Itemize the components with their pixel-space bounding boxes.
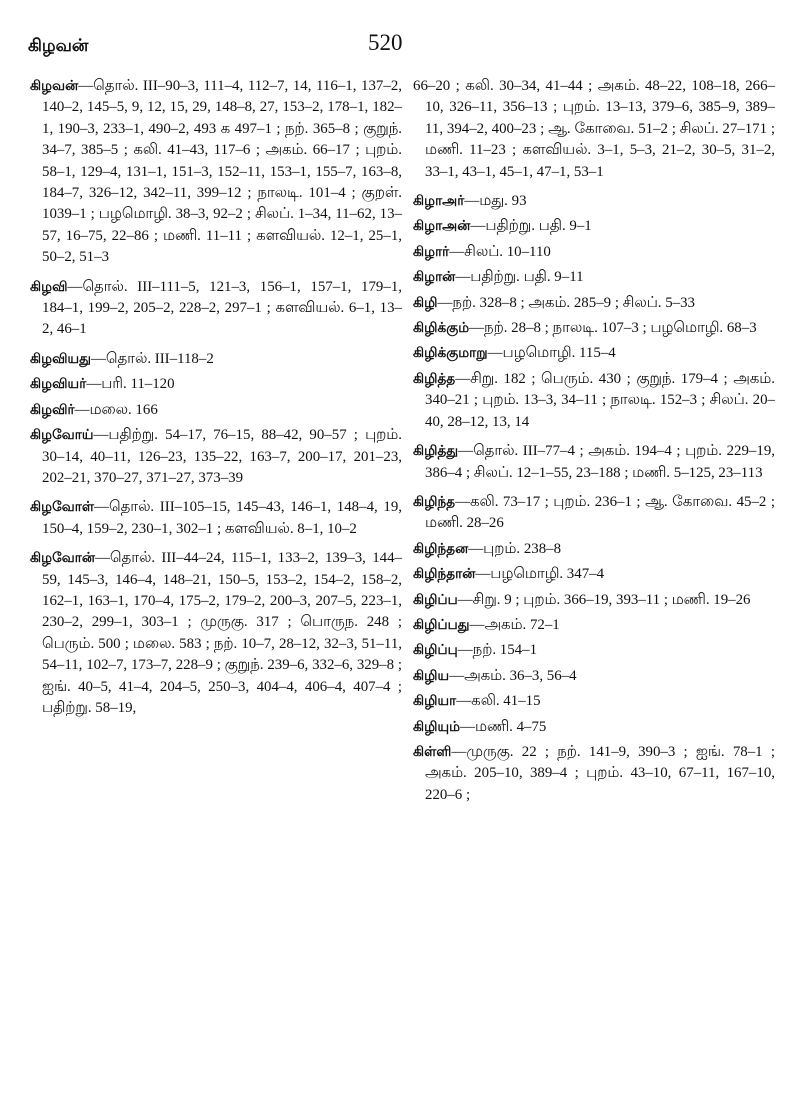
entry-headword: கிழவியர்	[30, 376, 87, 393]
index-entry	[413, 318, 775, 339]
entry-headword: கிழிய	[413, 667, 450, 684]
entry-references: —பதிற்று. பதி. 9–11	[455, 269, 584, 286]
entry-references: —தொல். III–44–24, 115–1, 133–2, 139–3, 144–59, 145–3, 146–4, 148–21, 150–5, 153–2, 154–2, 158–2, 162–1, 163–1, 170–4, 175–2, 179–2, 200–3, 207–5, 223–1, 230–2, 299–1, 303–1 ; முருகு. 317 ; பொருந. 248 ; பெரும். 500 ; மலை. 583 ; நற். 10–7, 28–12, 32–3, 51–11, 54–11, 102–7, 173–7, 228–9 ; குறுந். 239–6, 332–6, 329–8 ; ஐங். 40–5, 41–4, 204–5, 250–3, 404–4, 406–4, 407–4 ; பதிற்று. 58–19,	[42, 550, 402, 716]
index-entry	[30, 277, 402, 341]
index-entry	[413, 369, 775, 433]
entry-headword: கிழித்த	[413, 370, 456, 387]
entry-references: —சிறு. 182 ; பெரும். 430 ; குறுந். 179–4 ; அகம். 340–21 ; புறம். 13–3, 34–11 ; நாலடி. 152–3 ; சிலப். 20–40, 28–12, 13, 14	[425, 370, 775, 430]
entry-references: —முருகு. 22 ; நற். 141–9, 390–3 ; ஐங். 78–1 ; அகம். 205–10, 389–4 ; புறம். 43–10, 67–11, 167–10, 220–6 ;	[425, 743, 775, 803]
entry-headword: கிழார்	[413, 243, 450, 260]
index-entry	[30, 497, 402, 540]
index-entry	[413, 492, 775, 535]
entry-references: —சிறு. 9 ; புறம். 366–19, 393–11 ; மணி. 19–26	[457, 591, 751, 608]
entry-headword: கிழவோள்	[30, 499, 95, 516]
entry-references: —பழமொழி. 347–4	[475, 566, 605, 583]
entry-references: —கலி. 73–17 ; புறம். 236–1 ; ஆ. கோவை. 45–2 ; மணி. 28–26	[425, 493, 775, 532]
index-entry	[30, 374, 402, 395]
entry-references: 66–20 ; கலி. 30–34, 41–44 ; அகம். 48–22, 108–18, 266–10, 326–11, 356–13 ; புறம். 13–13, 379–6, 385–9, 389–11, 394–2, 400–23 ; ஆ. கோவை. 51–2 ; சிலப். 27–171 ; மணி. 11–23 ; களவியல். 3–1, 5–3, 21–2, 30–5, 31–2, 33–1, 43–1, 45–1, 47–1, 53–1	[413, 78, 775, 180]
entry-headword: கிழான்	[413, 269, 456, 286]
index-entry	[413, 590, 775, 611]
entry-references: —தொல். III–105–15, 145–43, 146–1, 148–4, 19, 150–4, 159–2, 230–1, 302–1 ; களவியல். 8–1, 10–2	[42, 499, 402, 537]
entry-references: —பழமொழி. 115–4	[487, 345, 616, 362]
entry-headword: கிழியா	[413, 693, 457, 710]
page-header	[0, 26, 800, 66]
index-entry	[413, 267, 775, 288]
entry-references: —மது. 93	[464, 193, 527, 210]
entry-headword: கிழிப்பு	[413, 642, 458, 659]
entry-headword: கிழி	[413, 294, 438, 311]
index-entry	[413, 717, 775, 738]
entry-references: —நற். 328–8 ; அகம். 285–9 ; சிலப். 5–33	[437, 294, 696, 311]
entry-headword: கிழிக்குமாறு	[413, 345, 488, 362]
entry-headword: கிழிந்த	[413, 493, 456, 510]
index-entry	[413, 691, 775, 712]
entry-references: —சிலப். 10–110	[449, 243, 551, 260]
index-entry	[413, 293, 775, 314]
index-entry	[413, 666, 775, 687]
index-entry	[413, 343, 775, 364]
entry-headword: கிழிந்தான்	[413, 566, 476, 583]
entry-references: —பரி. 11–120	[86, 376, 175, 393]
entry-references: —நற். 28–8 ; நாலடி. 107–3 ; பழமொழி. 68–3	[469, 320, 757, 337]
index-entry	[413, 742, 775, 806]
entry-references: —புறம். 238–8	[468, 540, 562, 557]
entry-references: —அகம். 72–1	[469, 616, 560, 633]
index-entry	[30, 400, 402, 421]
entry-headword: கிழவோய்	[30, 427, 94, 444]
index-entry	[413, 216, 775, 237]
entry-headword: கிழவிர்	[30, 401, 75, 418]
entry-references: —மலை. 166	[74, 401, 158, 418]
entry-references: —தொல். III–111–5, 121–3, 156–1, 157–1, 179–1, 184–1, 199–2, 205–2, 228–2, 297–1 ; களவியல். 6–1, 13–2, 46–1	[42, 278, 402, 338]
entry-headword: கிள்ளி	[413, 743, 452, 760]
index-entry	[413, 441, 775, 484]
index-entry	[413, 564, 775, 585]
entry-headword: கிழவியது	[30, 350, 91, 367]
index-entry	[413, 539, 775, 560]
entry-references: —தொல். III–118–2	[91, 350, 214, 367]
entry-headword: கிழிப்பது	[413, 616, 470, 633]
entry-headword: கிழிக்கும்	[413, 320, 470, 337]
index-entry	[413, 640, 775, 661]
index-entry	[30, 548, 402, 719]
entry-headword: கிழவன்	[30, 78, 79, 94]
entry-references: —பதிற்று. பதி. 9–1	[470, 218, 592, 235]
entry-references: —அகம். 36–3, 56–4	[449, 667, 577, 684]
entry-references: —கலி. 41–15	[456, 693, 541, 710]
right-column	[413, 76, 775, 814]
entry-headword: கிழியும்	[413, 718, 461, 735]
entry-references: —நற். 154–1	[457, 642, 538, 659]
entry-headword: கிழவி	[30, 278, 68, 295]
entry-headword: கிழிப்ப	[413, 591, 458, 608]
index-entry	[413, 76, 775, 183]
entry-references: —தொல். III–77–4 ; அகம். 194–4 ; புறம். 229–19, 386–4 ; சிலப். 12–1–55, 23–188 ; மணி. 5–125, 23–113	[425, 443, 775, 481]
index-entry	[30, 349, 402, 370]
running-head: கிழவன்	[28, 36, 89, 56]
page-number: 520	[368, 30, 403, 55]
index-entry	[413, 191, 775, 212]
entry-headword: கிழவோன்	[30, 550, 96, 567]
entry-references: —மணி. 4–75	[460, 718, 547, 735]
index-entry	[413, 615, 775, 636]
entry-headword: கிழிந்தன	[413, 540, 469, 557]
entry-references: —தொல். III–90–3, 111–4, 112–7, 14, 116–1, 137–2, 140–2, 145–5, 9, 12, 15, 29, 148–8, 27, 153–2, 178–1, 182–1, 190–3, 233–1, 490–2, 493 க 497–1 ; நற். 365–8 ; குறுந். 34–7, 385–5 ; கலி. 41–43, 117–6 ; அகம். 66–17 ; புறம். 58–1, 129–4, 131–1, 151–3, 152–11, 153–1, 155–7, 163–8, 184–7, 326–12, 342–11, 399–12 ; நாலடி. 101–4 ; குறள். 1039–1 ; பழமொழி. 38–3, 92–2 ; சிலப். 1–34, 11–62, 13–57, 16–75, 22–86 ; மணி. 11–11 ; களவியல். 12–1, 25–1, 50–2, 51–3	[42, 78, 402, 266]
entry-headword: கிழாஅர்	[413, 193, 465, 210]
left-column	[30, 76, 402, 727]
index-entry	[30, 76, 402, 269]
entry-headword: கிழாஅன்	[413, 218, 471, 235]
entry-headword: கிழித்து	[413, 443, 459, 460]
index-entry	[30, 425, 402, 489]
index-entry	[413, 242, 775, 263]
entry-references: —பதிற்று. 54–17, 76–15, 88–42, 90–57 ; புறம். 30–14, 40–11, 126–23, 135–22, 163–7, 200–17, 201–23, 202–21, 370–27, 371–27, 373–39	[42, 427, 402, 486]
